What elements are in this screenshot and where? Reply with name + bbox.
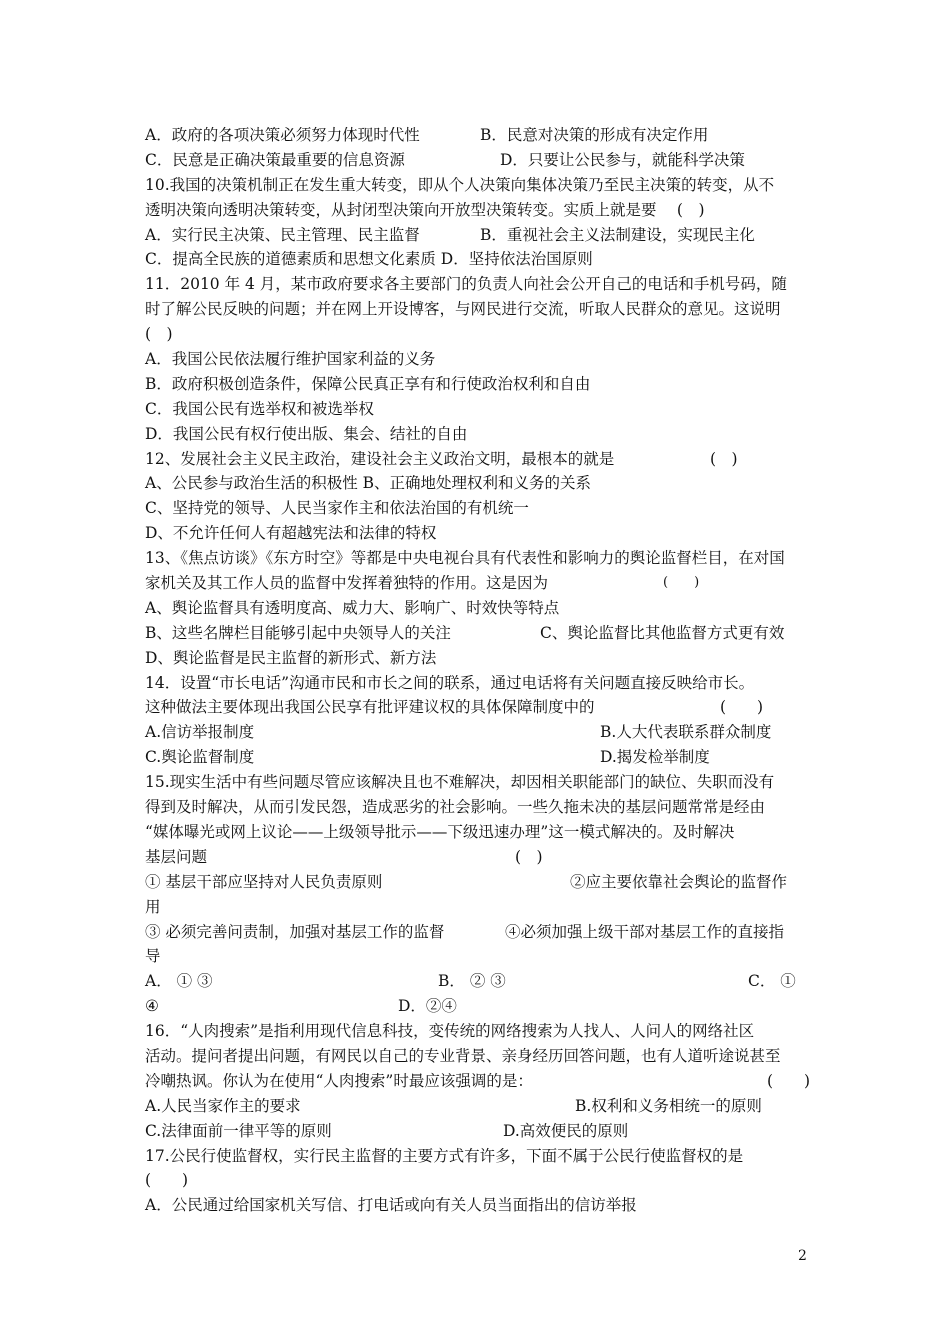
- q12-answer-paren: ( ): [710, 449, 738, 468]
- q15-stem-line-4: [145, 845, 810, 870]
- q9-options-cd: [145, 148, 810, 173]
- q16-option-b: B.权利和义务相统一的原则: [575, 1096, 762, 1115]
- q12-stem: 12、发展社会主义民主政治，建设社会主义政治文明，最根本的就是: [145, 449, 615, 468]
- q14-answer-paren: ( ): [720, 698, 764, 717]
- q11-stem-line-2: 时了解公民反映的问题；并在网上开设博客，与网民进行交流，听取人民群众的意见。这说明: [145, 300, 781, 319]
- q9-option-d: D．只要让公民参与，就能科学决策: [500, 150, 745, 169]
- q9-option-a: A．政府的各项决策必须努力体现时代性: [145, 126, 420, 144]
- q16-stem: 冷嘲热讽。你认为在使用“人肉搜索”时最应该强调的是：: [145, 1071, 533, 1090]
- q16-stem-line-2: 活动。提问者提出问题，有网民以自己的专业背景、亲身经历回答问题，也有人道听途说甚至: [145, 1046, 781, 1065]
- q14-option-a: A.信访举报制度: [145, 723, 255, 742]
- q15-statement-3: ③ 必须完善问责制，加强对基层工作的监督: [145, 922, 445, 941]
- q11-option-a: A．我国公民依法履行维护国家利益的义务: [145, 350, 436, 369]
- q16-answer-paren: ( ): [767, 1071, 811, 1090]
- q9-option-b: B．民意对决策的形成有决定作用: [480, 126, 709, 144]
- q10-stem-line-1: 10.我国的决策机制正在发生重大转变，即从个人决策向集体决策乃至民主决策的转变，从不: [145, 175, 775, 194]
- q10-options-ab: [145, 223, 810, 248]
- q13-stem: 家机关及其工作人员的监督中发挥着独特的作用。这是因为: [145, 574, 549, 593]
- q15-answer-paren: ( ): [515, 847, 543, 866]
- q15-option-c: C． ①: [748, 972, 796, 991]
- q10-options-cd: C．提高全民族的道德素质和思想文化素质 D．坚持依法治国原则: [145, 250, 593, 269]
- q16-stem-line-1: 16．“人肉搜索”是指利用现代信息科技，变传统的网络搜索为人找人、人问人的网络社区: [145, 1022, 755, 1041]
- q14-options-ab: [145, 720, 810, 745]
- q15-statement-4: ④必须加强上级干部对基层工作的直接指: [505, 922, 785, 941]
- q11-option-b: B．政府积极创造条件，保障公民真正享有和行使政治权利和自由: [145, 374, 591, 393]
- question-text-block: [145, 123, 810, 1218]
- q15-option-c-cont: ④: [145, 997, 159, 1016]
- q16-option-c: C.法律面前一律平等的原则: [145, 1121, 332, 1140]
- q14-option-b: B.人大代表联系群众制度: [600, 723, 772, 742]
- q15-options-abc: [145, 969, 810, 994]
- q15-stem: 基层问题: [145, 847, 208, 866]
- q15-stem-line-2: 得到及时解决，从而引发民怨，造成恶劣的社会影响。一些久拖未决的基层问题常常是经由: [145, 798, 766, 817]
- q11-option-c: C．我国公民有选举权和被选举权: [145, 399, 374, 418]
- q14-stem-line-1: 14．设置“市长电话”沟通市民和市长之间的联系，通过电话将有关问题直接反映给市长。: [145, 673, 755, 692]
- q17-option-a: A．公民通过给国家机关写信、打电话或向有关人员当面指出的信访举报: [145, 1196, 637, 1215]
- q14-option-d: D.揭发检举制度: [600, 748, 710, 767]
- q11-answer-paren: ( ): [145, 325, 173, 344]
- q12-option-d: D、不允许任何人有超越宪法和法律的特权: [145, 524, 437, 543]
- q9-option-c: C．民意是正确决策最重要的信息资源: [145, 150, 405, 169]
- q16-option-a: A.人民当家作主的要求: [145, 1096, 301, 1115]
- q15-option-a: A． ① ③: [145, 972, 213, 991]
- q10-stem-line-2: 透明决策向透明决策转变，从封闭型决策向开放型决策转变。实质上就是要 ( ): [145, 200, 705, 219]
- q16-options-ab: [145, 1094, 810, 1119]
- q12-options-ab: A、公民参与政治生活的积极性 B、正确地处理权利和义务的关系: [145, 474, 592, 493]
- q16-stem-line-3: [145, 1069, 810, 1094]
- q15-options-cd: [145, 994, 810, 1019]
- q11-option-d: D．我国公民有权行使出版、集会、结社的自由: [145, 424, 468, 443]
- q13-answer-paren: ( ): [663, 575, 700, 591]
- q12-stem-line: [145, 447, 810, 472]
- q15-stem-line-3: “媒体曝光或网上议论——上级领导批示——下级迅速办理”这一模式解决的。及时解决: [145, 822, 735, 841]
- q15-option-b: B． ② ③: [438, 972, 506, 991]
- q15-statement-4-cont: 导: [145, 947, 161, 966]
- q13-option-a: A、舆论监督具有透明度高、威力大、影响广、时效快等特点: [145, 598, 560, 617]
- q14-stem: 这种做法主要体现出我国公民享有批评建议权的具体保障制度中的: [145, 698, 595, 717]
- q13-stem-line-2: [145, 571, 810, 596]
- q14-option-c: C.舆论监督制度: [145, 748, 255, 767]
- q16-option-d: D.高效便民的原则: [503, 1121, 629, 1140]
- q15-statement-2: ②应主要依靠社会舆论的监督作: [570, 872, 788, 891]
- page-number: 2: [798, 1248, 807, 1264]
- q15-option-d: D．②④: [398, 997, 457, 1016]
- q15-statements-34: [145, 920, 810, 945]
- q17-answer-paren: ( ): [145, 1171, 189, 1190]
- q14-stem-line-2: [145, 695, 810, 720]
- q13-option-d: D、舆论监督是民主监督的新形式、新方法: [145, 648, 437, 667]
- q10-option-b: B．重视社会主义法制建设，实现民主化: [480, 225, 755, 244]
- q10-option-a: A．实行民主决策、民主管理、民主监督: [145, 225, 420, 244]
- q15-statement-2-cont: 用: [145, 897, 161, 916]
- q13-options-bc: [145, 621, 810, 646]
- q11-stem-line-1: 11．2010 年 4 月，某市政府要求各主要部门的负责人向社会公开自己的电话和手机号码，随: [145, 275, 787, 294]
- q12-option-c: C、坚持党的领导、人民当家作主和依法治国的有机统一: [145, 499, 529, 518]
- q9-options-ab: [145, 123, 810, 148]
- q16-options-cd: [145, 1119, 810, 1144]
- q13-stem-line-1: 13、《焦点访谈》《东方时空》等都是中央电视台具有代表性和影响力的舆论监督栏目，在对国: [145, 549, 785, 568]
- q15-statement-1: ① 基层干部应坚持对人民负责原则: [145, 872, 383, 891]
- q17-stem-line-1: 17.公民行使监督权，实行民主监督的主要方式有许多，下面不属于公民行使监督权的是: [145, 1146, 744, 1165]
- q15-statements-12: [145, 870, 810, 895]
- q14-options-cd: [145, 745, 810, 770]
- q13-option-b: B、这些名牌栏目能够引起中央领导人的关注: [145, 623, 451, 642]
- q15-stem-line-1: 15.现实生活中有些问题尽管应该解决且也不难解决，却因相关职能部门的缺位、失职而没有: [145, 773, 775, 792]
- q13-option-c: C、舆论监督比其他监督方式更有效: [540, 623, 785, 642]
